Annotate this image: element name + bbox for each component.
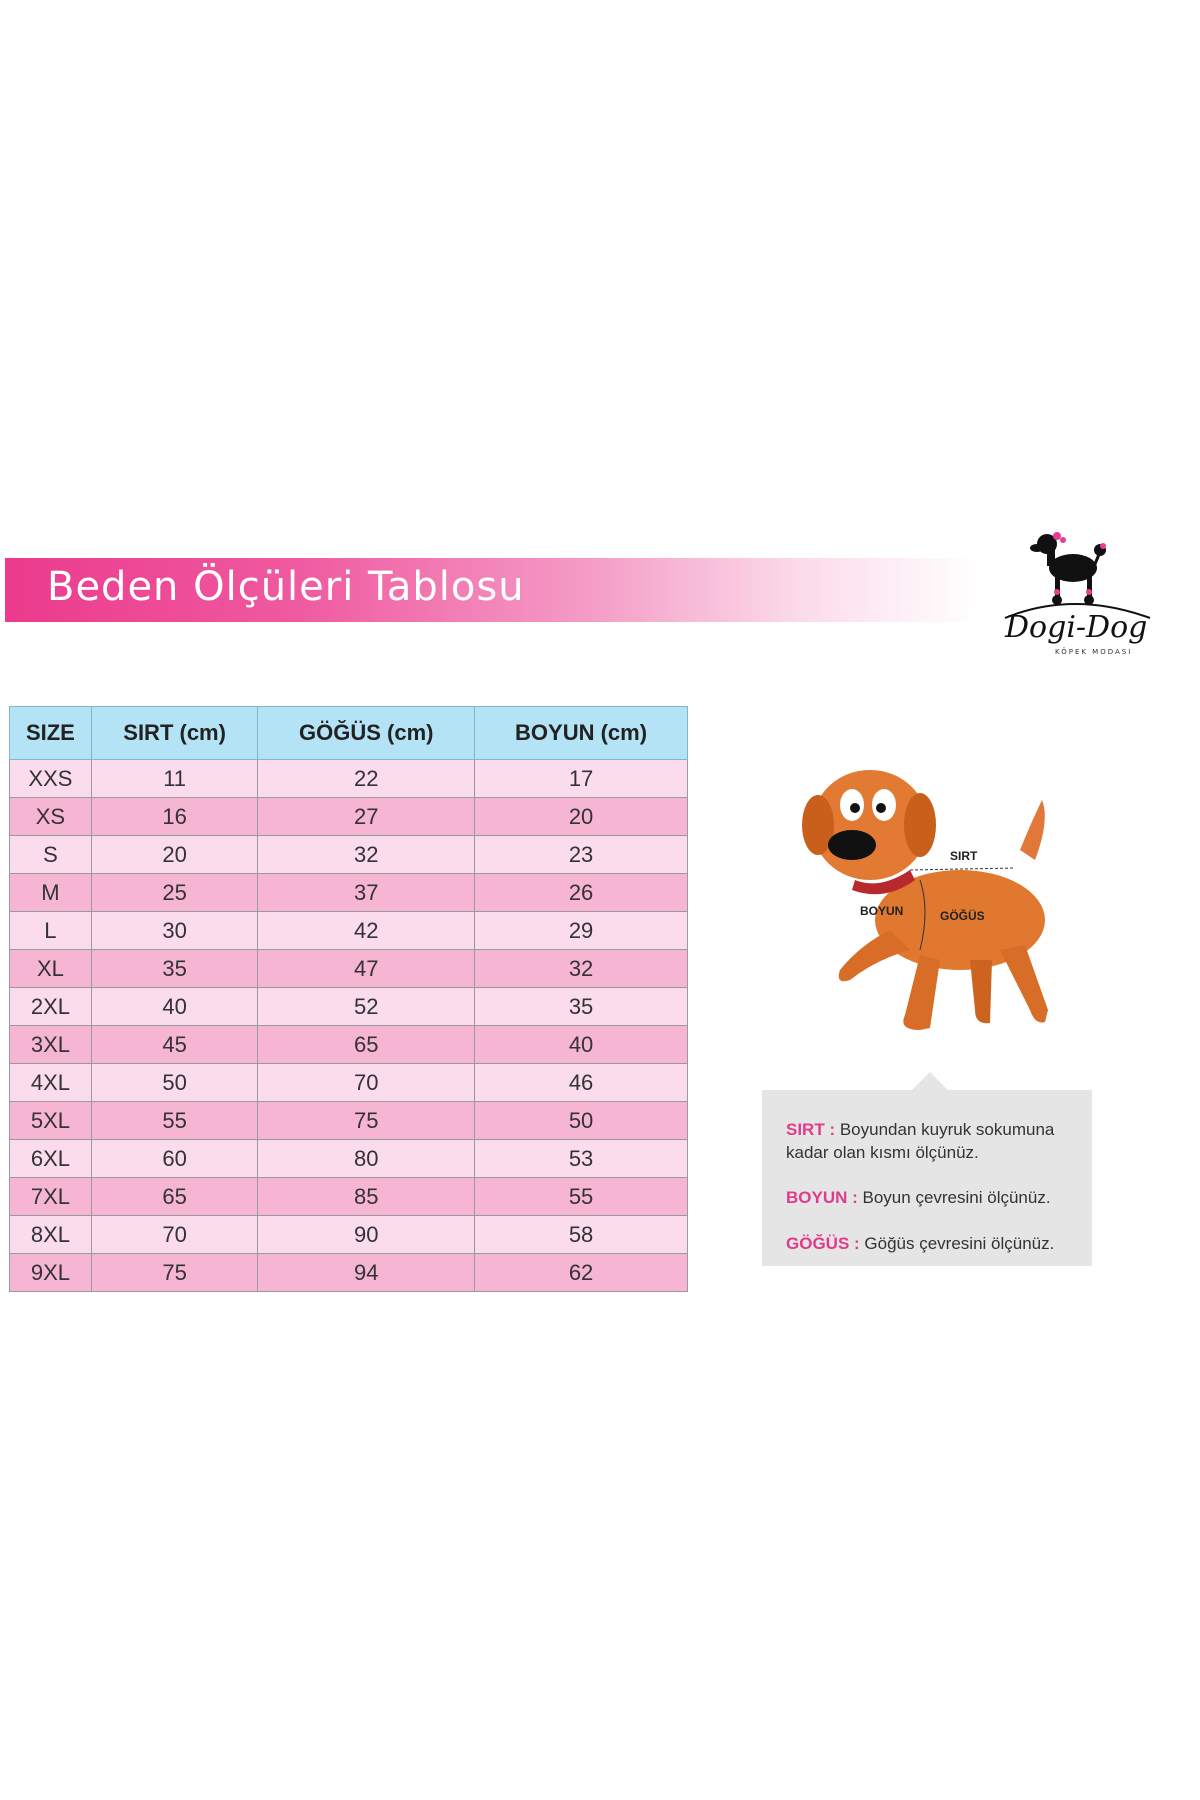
cell-boyun: 62: [475, 1254, 688, 1292]
cell-gogus: 32: [258, 836, 475, 874]
cell-size: 3XL: [10, 1026, 92, 1064]
header-sirt: SIRT (cm): [91, 707, 258, 760]
dog-illustration: [780, 740, 1080, 1040]
title-banner: [5, 558, 980, 622]
table-row: [10, 874, 688, 912]
cell-gogus: 70: [258, 1064, 475, 1102]
dog-label-gogus: GÖĞÜS: [940, 909, 985, 923]
cell-size: 8XL: [10, 1216, 92, 1254]
info-gogus: [786, 1232, 1076, 1255]
cell-gogus: 75: [258, 1102, 475, 1140]
header-gogus: GÖĞÜS (cm): [258, 707, 475, 760]
table-header-row: [10, 707, 688, 760]
cell-size: 6XL: [10, 1140, 92, 1178]
cell-sirt: 40: [91, 988, 258, 1026]
cell-boyun: 32: [475, 950, 688, 988]
cell-boyun: 46: [475, 1064, 688, 1102]
cell-sirt: 50: [91, 1064, 258, 1102]
table-row: [10, 950, 688, 988]
table-row: [10, 798, 688, 836]
cell-size: M: [10, 874, 92, 912]
info-sirt-text: Boyundan kuyruk sokumuna kadar olan kısmı ölçünüz.: [786, 1120, 1055, 1162]
cell-sirt: 45: [91, 1026, 258, 1064]
dog-label-sirt: SIRT: [950, 849, 978, 863]
cell-boyun: 26: [475, 874, 688, 912]
table-row: [10, 1254, 688, 1292]
table-row: [10, 1064, 688, 1102]
cell-gogus: 90: [258, 1216, 475, 1254]
info-boyun-text: Boyun çevresini ölçünüz.: [862, 1188, 1051, 1207]
cell-gogus: 22: [258, 760, 475, 798]
info-sirt: [786, 1118, 1076, 1164]
cell-gogus: 94: [258, 1254, 475, 1292]
cell-sirt: 65: [91, 1178, 258, 1216]
cell-size: XL: [10, 950, 92, 988]
info-boyun-key: BOYUN :: [786, 1188, 858, 1207]
cell-boyun: 58: [475, 1216, 688, 1254]
logo-subtitle: KÖPEK MODASI: [1055, 648, 1133, 656]
brand-logo: [985, 520, 1160, 670]
poodle-silhouette-icon: [985, 520, 1160, 620]
cell-sirt: 55: [91, 1102, 258, 1140]
cell-size: XXS: [10, 760, 92, 798]
cell-sirt: 75: [91, 1254, 258, 1292]
dog-label-boyun: BOYUN: [860, 904, 904, 918]
cell-boyun: 20: [475, 798, 688, 836]
info-boyun: [786, 1186, 1076, 1209]
cell-gogus: 42: [258, 912, 475, 950]
cell-size: 2XL: [10, 988, 92, 1026]
cell-gogus: 27: [258, 798, 475, 836]
table-row: [10, 1102, 688, 1140]
cell-sirt: 60: [91, 1140, 258, 1178]
info-pointer: [912, 1072, 948, 1090]
info-gogus-key: GÖĞÜS :: [786, 1234, 860, 1253]
cell-boyun: 50: [475, 1102, 688, 1140]
cell-boyun: 35: [475, 988, 688, 1026]
cell-gogus: 85: [258, 1178, 475, 1216]
cell-sirt: 20: [91, 836, 258, 874]
cell-sirt: 35: [91, 950, 258, 988]
table-row: [10, 988, 688, 1026]
cell-boyun: 40: [475, 1026, 688, 1064]
cell-gogus: 52: [258, 988, 475, 1026]
header-boyun: BOYUN (cm): [475, 707, 688, 760]
cell-sirt: 70: [91, 1216, 258, 1254]
cell-boyun: 17: [475, 760, 688, 798]
cell-size: 7XL: [10, 1178, 92, 1216]
cell-gogus: 80: [258, 1140, 475, 1178]
cell-gogus: 65: [258, 1026, 475, 1064]
table-row: [10, 836, 688, 874]
info-sirt-key: SIRT :: [786, 1120, 836, 1139]
size-table: [9, 706, 688, 1292]
table-row: [10, 1216, 688, 1254]
table-row: [10, 912, 688, 950]
cell-boyun: 55: [475, 1178, 688, 1216]
cell-boyun: 23: [475, 836, 688, 874]
cell-gogus: 47: [258, 950, 475, 988]
cell-gogus: 37: [258, 874, 475, 912]
page-title: Beden Ölçüleri Tablosu: [47, 564, 525, 610]
info-gogus-text: Göğüs çevresini ölçünüz.: [864, 1234, 1055, 1253]
cell-sirt: 30: [91, 912, 258, 950]
table-row: [10, 1140, 688, 1178]
cell-size: S: [10, 836, 92, 874]
cell-boyun: 29: [475, 912, 688, 950]
cell-sirt: 25: [91, 874, 258, 912]
header-size: SIZE: [10, 707, 92, 760]
cell-size: XS: [10, 798, 92, 836]
cell-size: 4XL: [10, 1064, 92, 1102]
table-row: [10, 1178, 688, 1216]
measurement-info-box: [762, 1090, 1092, 1266]
cell-sirt: 11: [91, 760, 258, 798]
cell-size: L: [10, 912, 92, 950]
cell-size: 9XL: [10, 1254, 92, 1292]
cell-size: 5XL: [10, 1102, 92, 1140]
table-row: [10, 1026, 688, 1064]
cell-sirt: 16: [91, 798, 258, 836]
table-row: [10, 760, 688, 798]
logo-wordmark: Dogi-Dog: [1005, 610, 1148, 645]
cell-boyun: 53: [475, 1140, 688, 1178]
